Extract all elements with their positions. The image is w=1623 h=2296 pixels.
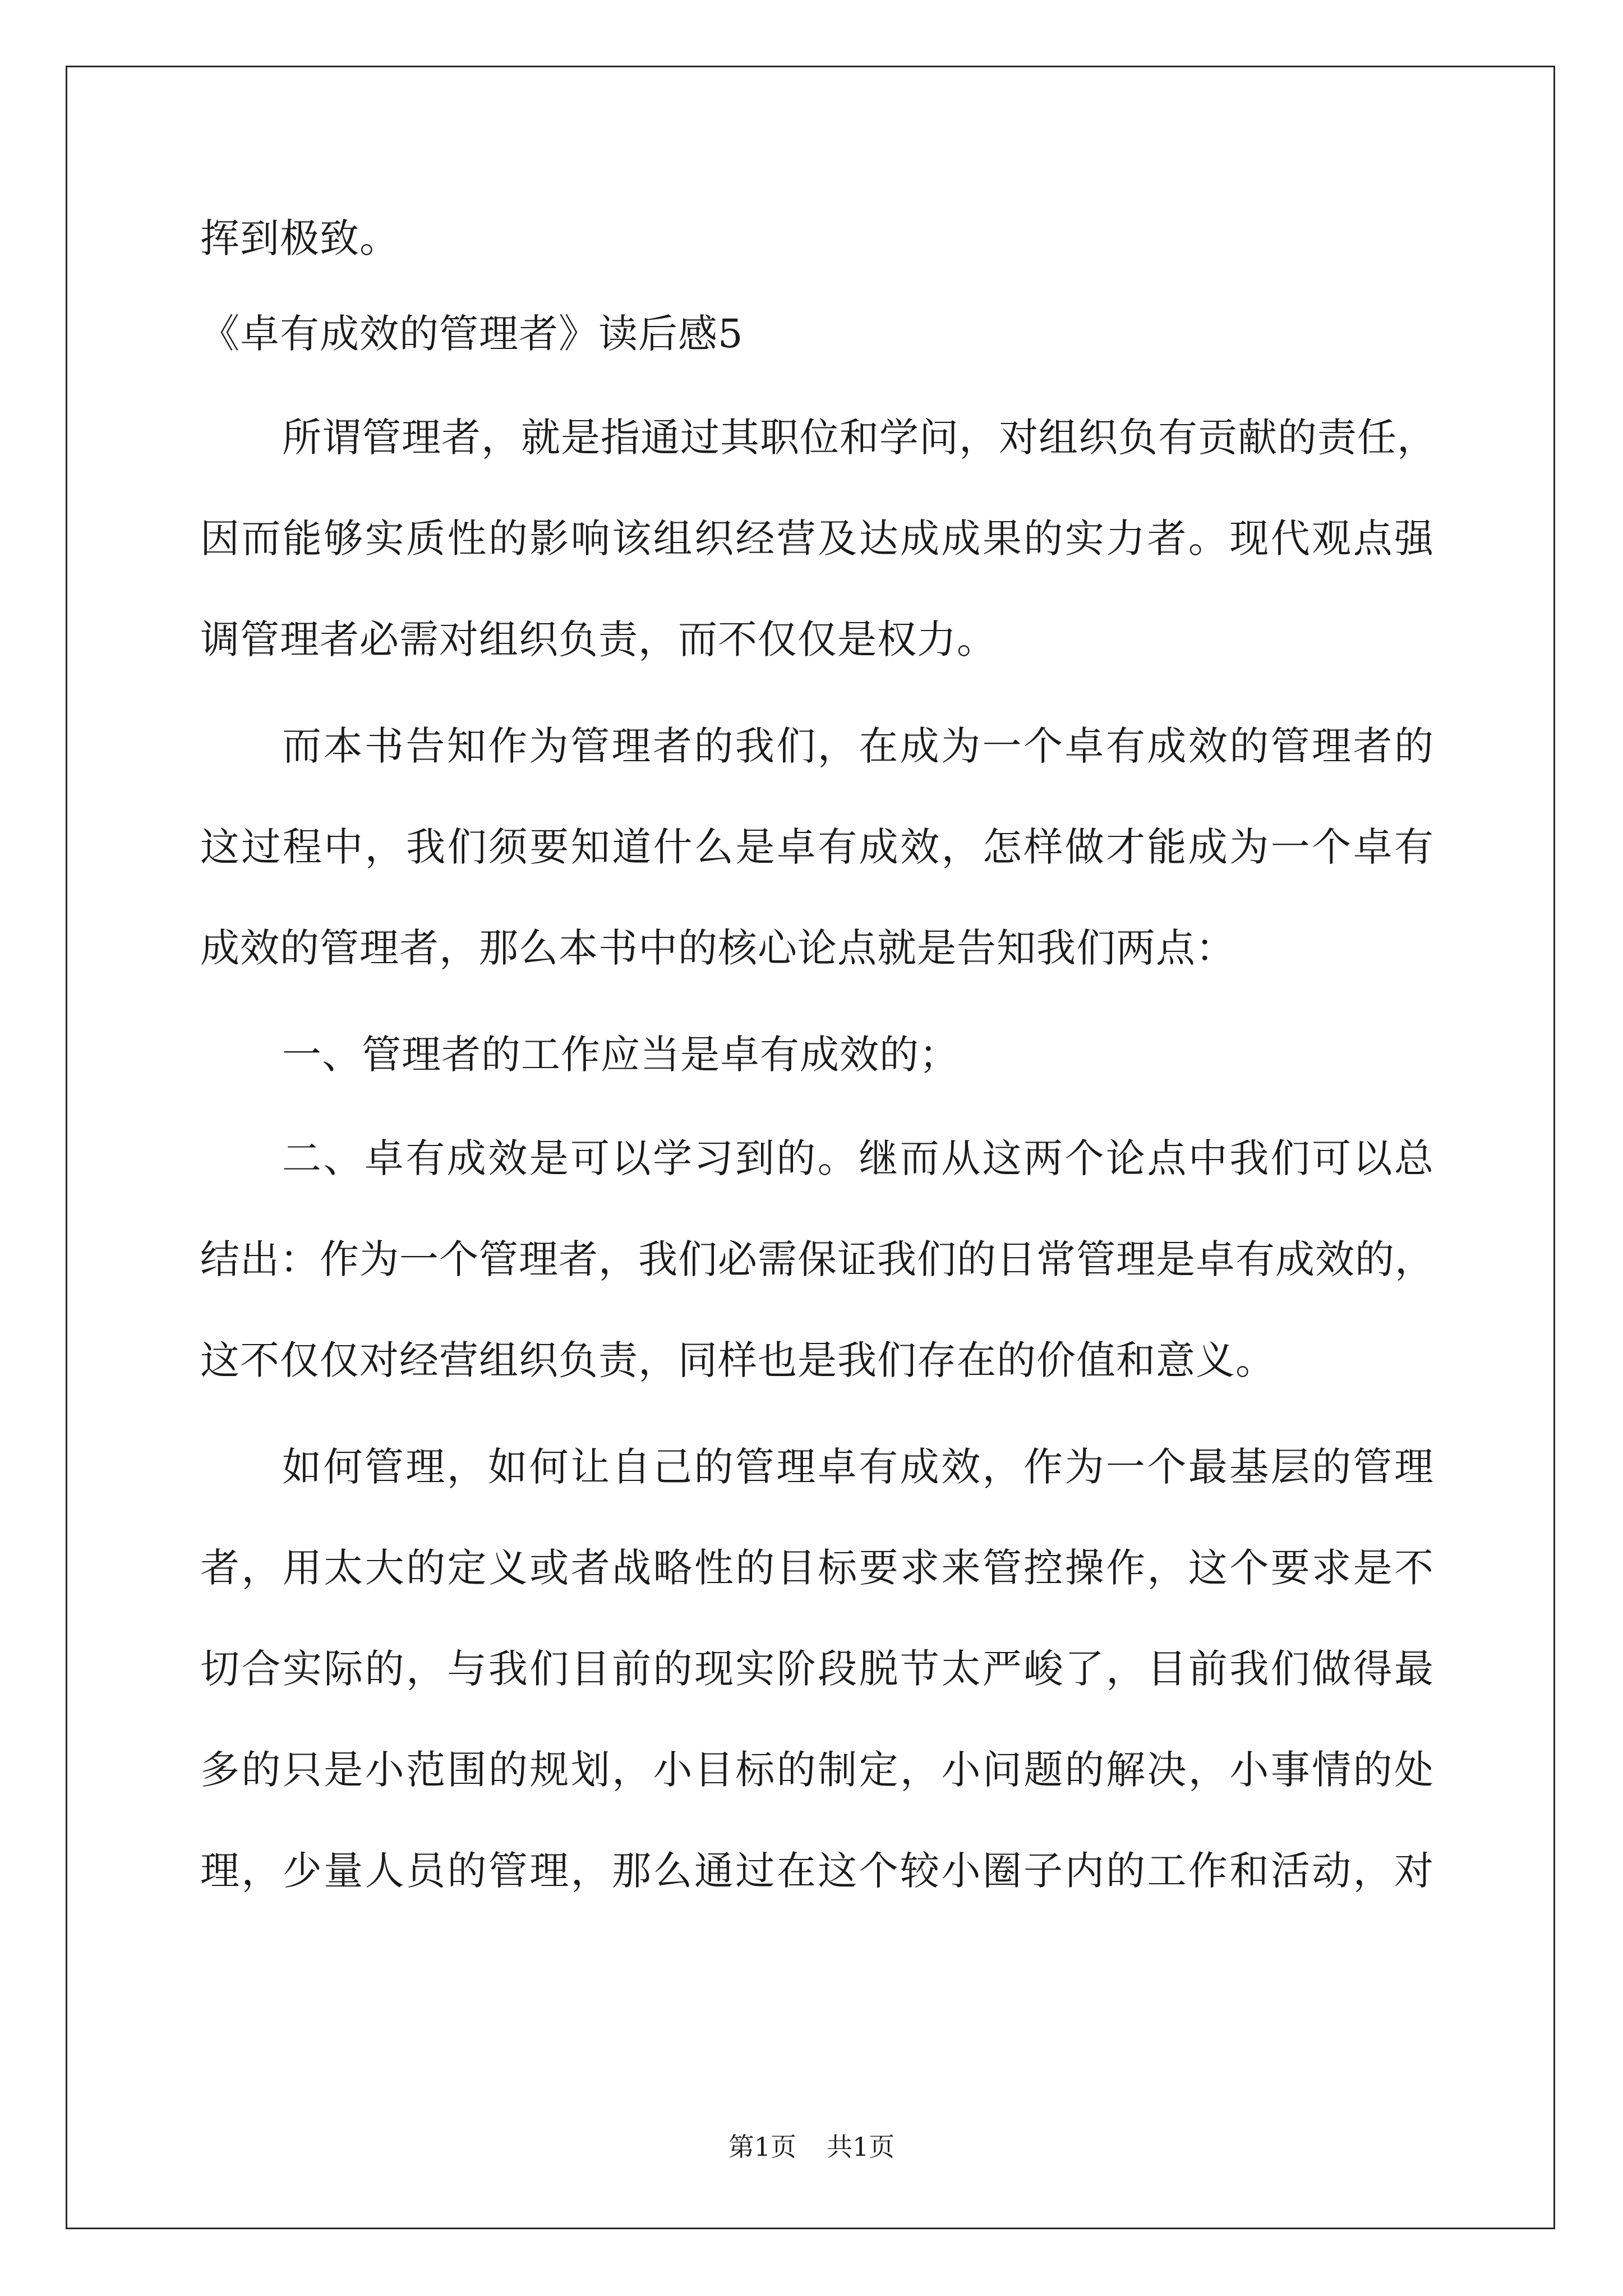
text-line: 成效的管理者，那么本书中的核心论点就是告知我们两点： <box>200 925 1235 971</box>
page-total: 共1页 <box>827 2132 895 2162</box>
text-line: 这不仅仅对经营组织负责，同样也是我们存在的价值和意义。 <box>200 1337 1275 1383</box>
text-line: 者，用太大的定义或者战略性的目标要求来管控操作，这个要求是不 <box>200 1545 1434 1591</box>
text-line: 理，少量人员的管理，那么通过在这个较小圈子内的工作和活动，对 <box>200 1848 1434 1894</box>
page-footer <box>0 2131 1623 2162</box>
text-line: 这过程中，我们须要知道什么是卓有成效，怎样做才能成为一个卓有 <box>200 824 1434 870</box>
text-line: 二、卓有成效是可以学习到的。继而从这两个论点中我们可以总 <box>282 1135 1434 1181</box>
text-line: 挥到极致。 <box>200 215 399 261</box>
text-line: 切合实际的，与我们目前的现实阶段脱节太严峻了，目前我们做得最 <box>200 1646 1434 1692</box>
text-line: 如何管理，如何让自己的管理卓有成效，作为一个最基层的管理 <box>282 1444 1434 1490</box>
text-line: 所谓管理者，就是指通过其职位和学问，对组织负有贡献的责任， <box>282 415 1437 461</box>
text-line: 多的只是小范围的规划，小目标的制定，小问题的解决，小事情的处 <box>200 1747 1434 1793</box>
text-line: 因而能够实质性的影响该组织经营及达成成果的实力者。现代观点强 <box>200 516 1434 562</box>
page-number: 第1页 <box>728 2132 796 2162</box>
text-line: 调管理者必需对组织负责，而不仅仅是权力。 <box>200 616 997 662</box>
text-line: 结出：作为一个管理者，我们必需保证我们的日常管理是卓有成效的， <box>200 1236 1435 1282</box>
text-line: 而本书告知作为管理者的我们，在成为一个卓有成效的管理者的 <box>282 723 1434 769</box>
text-line: 一、管理者的工作应当是卓有成效的； <box>282 1032 959 1078</box>
section-title: 《卓有成效的管理者》读后感5 <box>200 311 744 357</box>
